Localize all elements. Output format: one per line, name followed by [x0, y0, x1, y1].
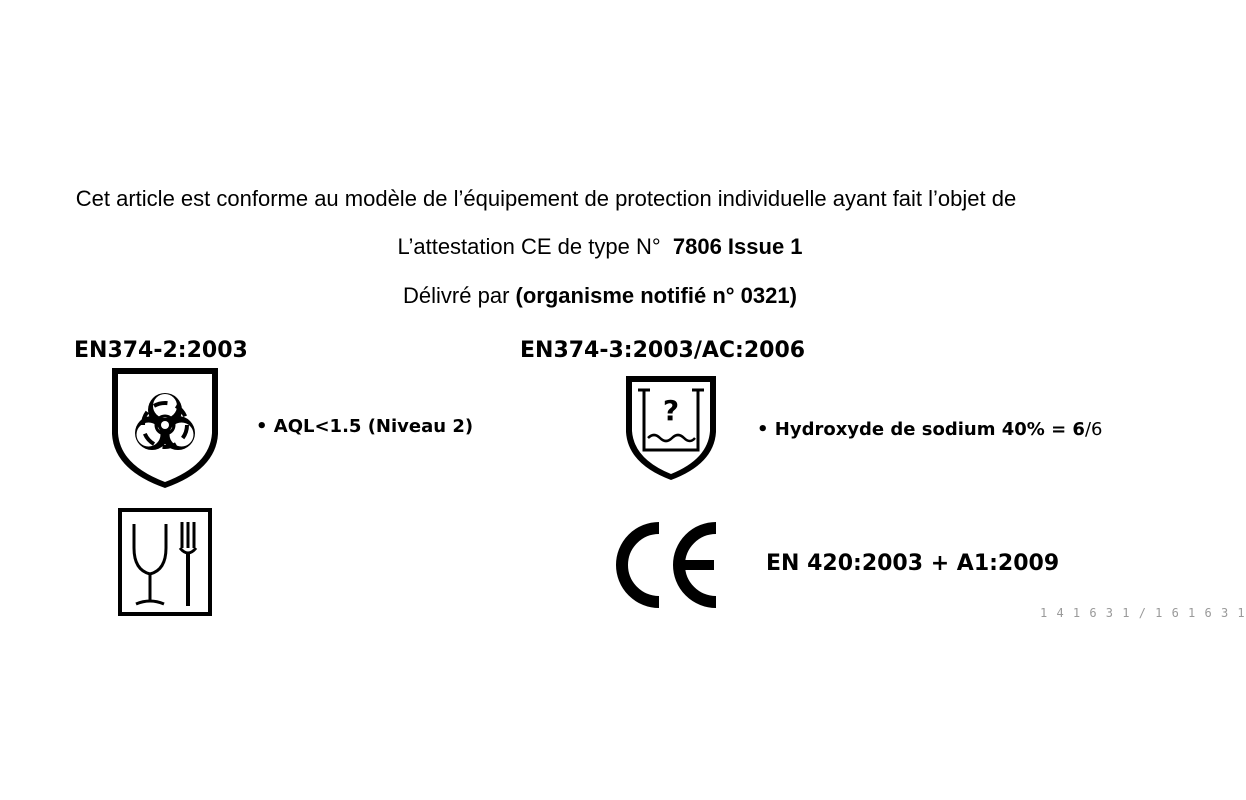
standard-en420: EN 420:2003 + A1:2009 — [766, 551, 1060, 576]
sodium-hydroxide-text: • Hydroxyde de sodium 40% = 6 — [757, 419, 1085, 440]
ce-mark-icon — [612, 522, 722, 608]
food-contact-glass-fork-icon — [118, 508, 212, 616]
issued-by-line — [0, 283, 1200, 309]
notified-body: (organisme notifié n° 0321) — [515, 283, 797, 308]
attestation-label: L’attestation CE de type N° — [397, 234, 661, 259]
issued-by-label: Délivré par — [403, 283, 510, 308]
truncated-code — [1040, 606, 1246, 622]
standard-en374-3: EN374-3:2003/AC:2006 — [520, 338, 806, 363]
aql-bullet: • AQL<1.5 (Niveau 2) — [256, 416, 474, 437]
svg-text:?: ? — [662, 394, 680, 427]
chemical-beaker-shield-icon — [622, 372, 720, 484]
truncated-code-text: 1 4 1 6 3 1 / 1 6 1 6 3 1 — [1040, 606, 1246, 620]
conformity-statement-text: Cet article est conforme au modèle de l’équipement de protection individuelle ayant fait l’objet de — [75, 186, 1017, 211]
attestation-number: 7806 Issue 1 — [672, 234, 803, 259]
biohazard-shield-icon — [108, 364, 222, 492]
sodium-hydroxide-max: /6 — [1084, 419, 1103, 440]
conformity-statement — [0, 186, 1146, 212]
standard-en374-2: EN374-2:2003 — [74, 338, 248, 363]
attestation-line — [0, 234, 1200, 260]
sodium-hydroxide-bullet — [757, 419, 1103, 440]
